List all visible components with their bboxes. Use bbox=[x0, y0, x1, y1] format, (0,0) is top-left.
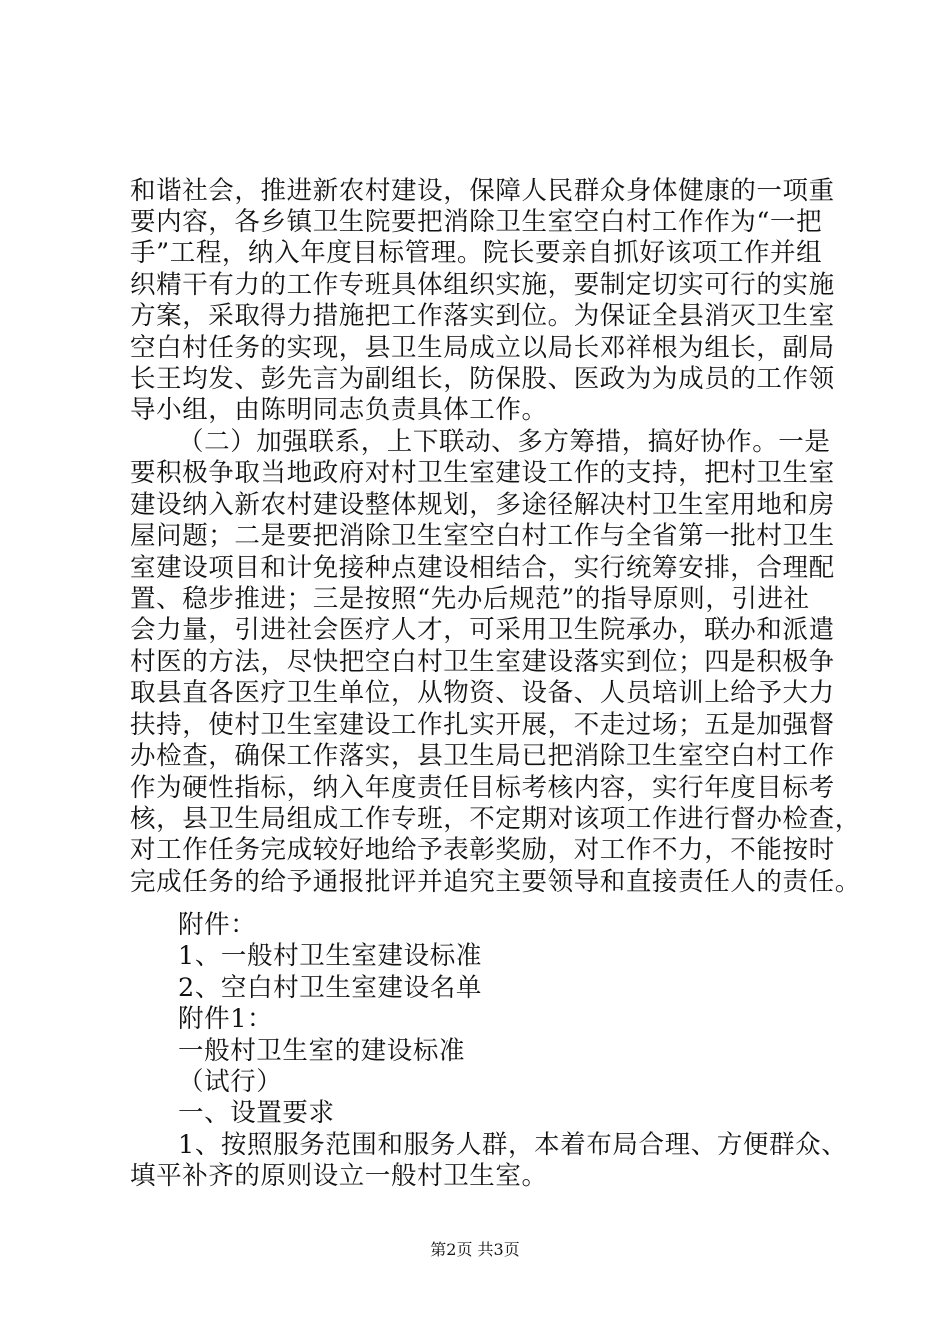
body-line: 会力量，引进社会医疗人才，可采用卫生院承办，联办和派遣 bbox=[130, 615, 835, 645]
body-line: 空白村任务的实现，县卫生局成立以局长邓祥根为组长，副局 bbox=[130, 333, 835, 363]
body-line: 对工作任务完成较好地给予表彰奖励，对工作不力，不能按时 bbox=[130, 835, 835, 865]
body-line: 要积极争取当地政府对村卫生室建设工作的支持，把村卫生室 bbox=[130, 458, 835, 488]
page-number-footer: 第2页 共3页 bbox=[430, 1240, 520, 1259]
attachment-label: 附件1： bbox=[178, 1004, 274, 1034]
section-title: 一般村卫生室的建设标准 bbox=[178, 1036, 466, 1066]
body-line: 填平补齐的原则设立一般村卫生室。 bbox=[130, 1161, 548, 1191]
section-heading: 一、设置要求 bbox=[178, 1098, 335, 1128]
body-line: 完成任务的给予通报批评并追究主要领导和直接责任人的责任。 bbox=[130, 867, 861, 897]
body-line: 要内容，各乡镇卫生院要把消除卫生室空白村工作作为“一把 bbox=[130, 207, 823, 237]
body-line: 核，县卫生局组成工作专班，不定期对该项工作进行督办检查， bbox=[130, 804, 861, 834]
body-line: 室建设项目和计免接种点建设相结合，实行统筹安排，合理配 bbox=[130, 553, 835, 583]
attachment-heading: 附件： bbox=[178, 910, 257, 940]
body-line: 办检查，确保工作落实，县卫生局已把消除卫生室空白村工作 bbox=[130, 741, 835, 771]
body-line: 方案，采取得力措施把工作落实到位。为保证全县消灭卫生室 bbox=[130, 301, 835, 331]
body-line: 长王均发、彭先言为副组长，防保股、医政为为成员的工作领 bbox=[130, 364, 835, 394]
body-line: 手”工程，纳入年度目标管理。院长要亲自抓好该项工作并组 bbox=[130, 238, 823, 268]
body-line: 和谐社会，推进新农村建设，保障人民群众身体健康的一项重 bbox=[130, 176, 835, 206]
attachment-item: 1、一般村卫生室建设标准 bbox=[178, 941, 482, 971]
body-line: 1、按照服务范围和服务人群，本着布局合理、方便群众、 bbox=[178, 1130, 848, 1160]
body-line: 置、稳步推进；三是按照“先办后规范”的指导原则，引进社 bbox=[130, 584, 810, 614]
body-line: 村医的方法，尽快把空白村卫生室建设落实到位；四是积极争 bbox=[130, 647, 835, 677]
body-line: 扶持，使村卫生室建设工作扎实开展，不走过场；五是加强督 bbox=[130, 710, 835, 740]
body-line: 取县直各医疗卫生单位，从物资、设备、人员培训上给予大力 bbox=[130, 678, 835, 708]
body-line: 屋问题；二是要把消除卫生室空白村工作与全省第一批村卫生 bbox=[130, 521, 835, 551]
attachment-item: 2、空白村卫生室建设名单 bbox=[178, 973, 482, 1003]
body-line: 导小组，由陈明同志负责具体工作。 bbox=[130, 395, 548, 425]
body-line: 织精干有力的工作专班具体组织实施，要制定切实可行的实施 bbox=[130, 270, 835, 300]
body-line: 建设纳入新农村建设整体规划，多途径解决村卫生室用地和房 bbox=[130, 490, 835, 520]
section-subtitle: （试行） bbox=[178, 1067, 283, 1097]
body-line: （二）加强联系，上下联动、多方筹措，搞好协作。一是 bbox=[178, 427, 831, 457]
body-line: 作为硬性指标，纳入年度责任目标考核内容，实行年度目标考 bbox=[130, 773, 835, 803]
